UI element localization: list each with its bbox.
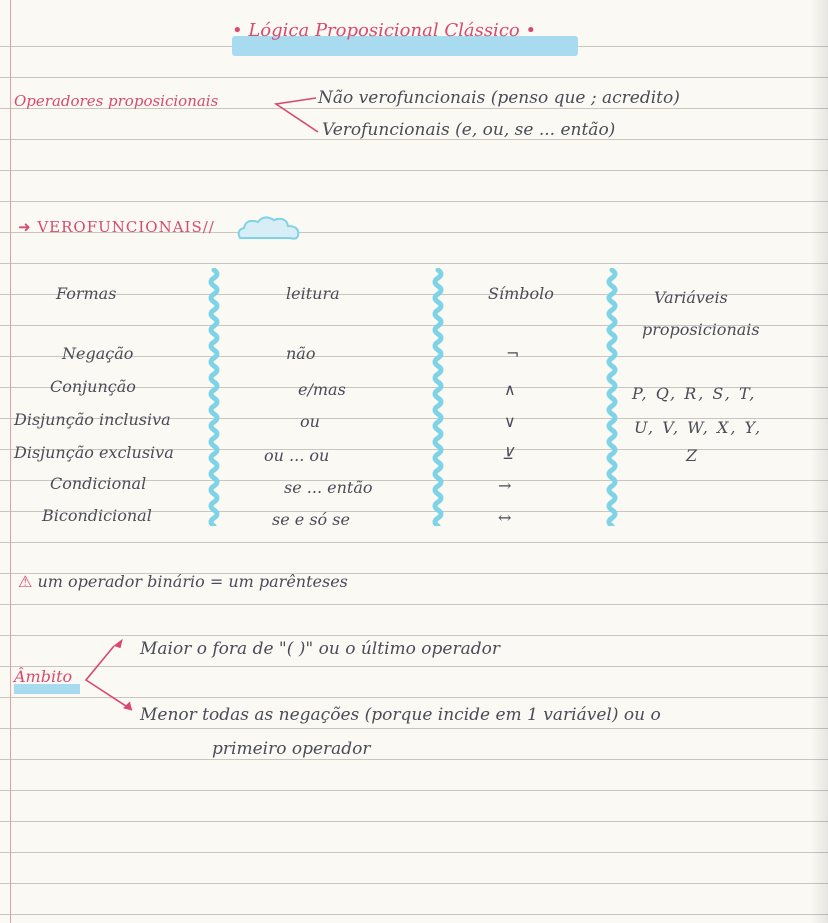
truth-functional-text: Verofuncionais (e, ou, se ... então) xyxy=(322,120,616,140)
section-heading xyxy=(18,218,215,236)
forma-row-2: Conjunção xyxy=(50,377,136,396)
leitura-row-2: e/mas xyxy=(298,380,346,399)
scope-minor-text: Menor todas as negações (porque incide em 1 variável) ou o xyxy=(140,705,661,725)
section-heading-text: VEROFUNCIONAIS xyxy=(37,218,203,236)
operators-label: Operadores proposicionais xyxy=(14,92,219,110)
simbolo-row-5: → xyxy=(498,476,512,495)
arrow-right-icon: ➜ xyxy=(18,218,38,236)
binary-operator-note xyxy=(18,572,348,591)
warning-icon: ⚠ xyxy=(18,572,38,591)
margin-line xyxy=(10,0,11,923)
non-truth-functional-text: Não verofuncionais (penso que ; acredito) xyxy=(318,88,680,108)
branch-arrow-icon xyxy=(268,92,324,138)
simbolo-row-6: ↔ xyxy=(498,508,512,527)
scope-branch-arrows-icon xyxy=(80,636,140,716)
scope-minor-text-continued: primeiro operador xyxy=(212,739,371,759)
header-proposicionais: proposicionais xyxy=(642,320,760,339)
variables-line-1: P, Q, R, S, T, xyxy=(632,384,757,403)
note-text: um operador binário = um parênteses xyxy=(37,572,348,591)
forma-row-3: Disjunção inclusiva xyxy=(14,410,171,429)
simbolo-row-2: ∧ xyxy=(504,380,516,399)
header-variaveis: Variáveis xyxy=(654,288,728,307)
simbolo-row-4: ⊻ xyxy=(502,444,514,463)
leitura-row-1: não xyxy=(286,344,316,363)
header-simbolo: Símbolo xyxy=(488,284,554,303)
wavy-divider-1 xyxy=(206,268,222,526)
page-title: • Lógica Proposicional Clássico • xyxy=(232,20,537,41)
simbolo-row-1: ¬ xyxy=(506,344,520,363)
variables-line-2: U, V, W, X, Y, xyxy=(634,418,763,437)
simbolo-row-3: ∨ xyxy=(504,412,516,431)
wavy-divider-2 xyxy=(430,268,446,526)
header-formas: Formas xyxy=(56,284,117,303)
forma-row-6: Bicondicional xyxy=(42,506,152,525)
scope-major-text: Maior o fora de "( )" ou o último operador xyxy=(140,639,500,659)
leitura-row-5: se ... então xyxy=(284,478,373,497)
forma-row-1: Negação xyxy=(62,344,134,363)
leitura-row-4: ou ... ou xyxy=(264,446,330,465)
slash-mark-icon: // xyxy=(202,218,215,236)
scope-label: Âmbito xyxy=(14,667,73,686)
page-edge-shadow xyxy=(810,0,828,923)
wavy-divider-3 xyxy=(604,268,620,526)
leitura-row-3: ou xyxy=(300,412,320,431)
header-leitura: leitura xyxy=(286,284,340,303)
cloud-doodle-icon xyxy=(234,212,306,242)
forma-row-4: Disjunção exclusiva xyxy=(14,443,174,462)
forma-row-5: Condicional xyxy=(50,474,147,493)
leitura-row-6: se e só se xyxy=(272,510,350,529)
variables-line-3: Z xyxy=(686,446,698,465)
